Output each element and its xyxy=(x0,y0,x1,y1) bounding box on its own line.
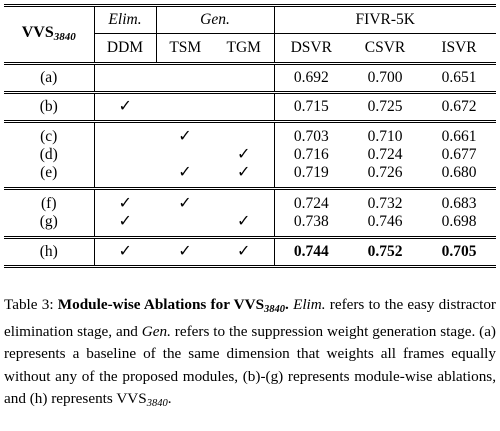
cell-csvr: 0.752 xyxy=(348,238,422,267)
cell-csvr: 0.726 xyxy=(367,164,403,181)
cell-tgm: ✓ xyxy=(237,146,251,163)
table-row xyxy=(4,93,496,122)
caption-title-text: Module-wise Ablations for VVS xyxy=(57,296,265,313)
row-id: (d) xyxy=(39,146,58,163)
cell-tsm: ✓ xyxy=(156,122,214,147)
cell-isvr: 0.677 xyxy=(441,146,477,163)
cell-tgm xyxy=(214,93,274,122)
cell-ddm: ✓ xyxy=(94,238,156,267)
method-label: VVS xyxy=(21,23,54,41)
column-header-ddm: DDM xyxy=(94,34,156,64)
cell-isvr: 0.698 xyxy=(441,213,477,230)
row-id: (b) xyxy=(4,93,94,122)
cell-isvr: 0.683 xyxy=(422,189,496,214)
row-id: (e) xyxy=(40,164,58,181)
caption-title-subscript: 3840 xyxy=(264,304,286,315)
cell-tsm xyxy=(156,64,214,93)
table-row xyxy=(4,213,496,238)
caption-gen-term: Gen. xyxy=(141,323,171,341)
cell-tsm xyxy=(156,213,214,238)
cell-tgm: ✓ xyxy=(237,213,251,230)
cell-tsm: ✓ xyxy=(178,164,192,181)
cell-tgm xyxy=(214,122,274,147)
cell-ddm xyxy=(94,122,156,147)
caption-gen-desc: refers to the suppression weight generation stage. (a) represents a baseline of the same dimension that weights all frames equally without any of the proposed modules, (b)-(g) represents module-wise ablations, and (h) represents VVS xyxy=(4,323,496,407)
cell-csvr: 0.732 xyxy=(348,189,422,214)
cell-csvr: 0.724 xyxy=(367,146,403,163)
cell-dsvr: 0.744 xyxy=(274,238,348,267)
cell-dsvr: 0.692 xyxy=(274,64,348,93)
method-header xyxy=(4,6,94,64)
cell-isvr: 0.661 xyxy=(422,122,496,147)
column-header-dsvr: DSVR xyxy=(274,34,348,64)
table-row xyxy=(4,122,496,147)
table-row xyxy=(4,189,496,214)
cell-isvr: 0.705 xyxy=(422,238,496,267)
cell-dsvr: 0.719 xyxy=(274,164,348,189)
column-header-tsm: TSM xyxy=(156,34,214,64)
caption-end: . xyxy=(167,389,172,407)
group-header-dataset: FIVR-5K xyxy=(274,6,496,34)
cell-csvr: 0.700 xyxy=(348,64,422,93)
cell-ddm xyxy=(94,64,156,93)
cell-dsvr: 0.738 xyxy=(274,213,348,238)
row-id: (a) xyxy=(4,64,94,93)
cell-tgm: ✓ xyxy=(214,238,274,267)
cell-isvr: 0.672 xyxy=(422,93,496,122)
cell-ddm xyxy=(94,146,156,164)
caption-title xyxy=(58,296,289,313)
cell-isvr: 0.680 xyxy=(441,164,477,181)
caption-elim-term: Elim. xyxy=(293,296,326,313)
cell-dsvr: 0.724 xyxy=(274,189,348,214)
cell-csvr: 0.710 xyxy=(348,122,422,147)
ablation-table xyxy=(4,4,496,268)
table-row xyxy=(4,164,496,189)
column-header-isvr: ISVR xyxy=(441,39,477,56)
row-id: (f) xyxy=(4,189,94,214)
column-header-csvr: CSVR xyxy=(364,39,406,56)
cell-tsm: ✓ xyxy=(156,238,214,267)
cell-ddm xyxy=(94,164,156,189)
group-header-gen: Gen. xyxy=(156,6,274,34)
cell-dsvr: 0.716 xyxy=(274,146,348,164)
cell-dsvr: 0.703 xyxy=(274,122,348,147)
cell-csvr: 0.725 xyxy=(348,93,422,122)
row-id: (c) xyxy=(4,122,94,147)
cell-tgm xyxy=(214,189,274,214)
row-id: (h) xyxy=(4,238,94,267)
table-caption xyxy=(4,294,496,415)
table-row xyxy=(4,238,496,267)
cell-dsvr: 0.715 xyxy=(274,93,348,122)
cell-tgm: ✓ xyxy=(237,164,251,181)
cell-isvr: 0.651 xyxy=(422,64,496,93)
caption-title-end: . xyxy=(285,296,289,313)
table-row xyxy=(4,64,496,93)
cell-tgm xyxy=(214,64,274,93)
caption-label: Table 3: xyxy=(4,296,58,313)
cell-ddm: ✓ xyxy=(94,189,156,214)
caption-end-subscript: 3840 xyxy=(146,397,168,409)
cell-tsm xyxy=(156,146,214,164)
cell-ddm: ✓ xyxy=(94,93,156,122)
table-row xyxy=(4,146,496,164)
method-subscript: 3840 xyxy=(53,30,76,43)
cell-tsm xyxy=(156,93,214,122)
row-id: (g) xyxy=(39,213,58,230)
cell-ddm: ✓ xyxy=(94,213,156,238)
cell-csvr: 0.746 xyxy=(367,213,403,230)
cell-tsm: ✓ xyxy=(156,189,214,214)
ablation-table-container xyxy=(4,4,496,268)
group-header-elim: Elim. xyxy=(94,6,156,34)
column-header-tgm: TGM xyxy=(226,39,261,56)
caption-elim-desc: refers to the easy distractor elimination stage, and xyxy=(4,296,496,341)
